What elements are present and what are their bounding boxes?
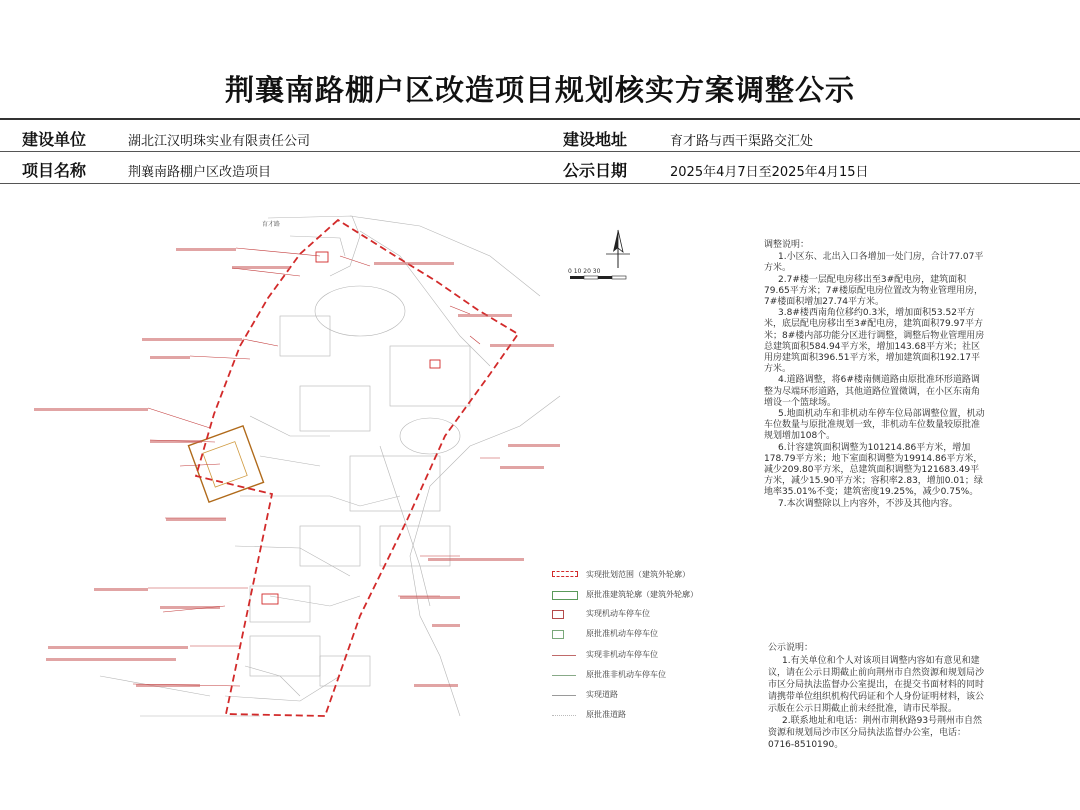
legend-label-7: 实现道路 [586,690,618,699]
note-item-3: 3.8#楼西南角位移约0.3米，增加面积53.52平方米，底层配电房移出至3#配电房，建筑面积79.97平方米；8#楼内部功能分区进行调整，调整后物业管理用房总建筑面积584.94平方米，增加143.68平方米；社区用房建筑面积396.51平方米，增加建筑面积192.17平方米。 [764,308,985,375]
note-item-1: 1.小区东、北出入口各增加一处门房，合计77.07平方米。 [764,252,984,274]
address-value: 育才路与西干渠路交汇处 [670,134,814,149]
public-notice [768,642,986,751]
notice-heading: 公示说明： [768,643,814,653]
notice-item-2: 2.联系地址和电话：荆州市荆秋路93号荆州市自然资源和规划局沙市区分局执法监督办公室，电话：0716-8510190。 [768,716,983,750]
legend-swatch-road [552,695,576,696]
north-arrow [606,230,630,268]
road-label: 育才路 [262,221,281,228]
legend-swatch-car-parking [552,610,564,619]
divider-bottom [0,183,1080,184]
legend-label-3: 实现机动车停车位 [586,609,650,618]
divider-top [0,118,1080,120]
legend-swatch-approved-bike-parking [552,675,576,676]
divider-middle [0,151,1080,152]
legend-label-2: 原批准建筑轮廓（建筑外轮廓） [586,590,698,599]
note-item-6: 6.计容建筑面积调整为101214.86平方米，增加178.79平方米；地下室面积调整为19914.86平方米，减少209.80平方米，总建筑面积调整为121683.49平方米，减少15.90平方米；容积率2.83，增加0.01；绿地率35.01%不变；建筑密度19.25%，减少0.75%。 [764,442,983,498]
unit-label: 建设单位 [22,130,87,149]
notice-item-1: 1.有关单位和个人对该项目调整内容如有意见和建议，请在公示日期截止前向荆州市自然资源和规划局沙市区分局执法监督办公室提出，在提交书面材料的同时请携带单位组织机构代码证和个人身份证明材料，该公示版在公示日期截止前未经批准，请市民举报。 [768,656,985,714]
legend-label-8: 原批准道路 [586,710,626,719]
date-label: 公示日期 [563,161,628,180]
project-label: 项目名称 [22,161,87,180]
notes-heading: 调整说明： [764,240,810,250]
legend-label-6: 原批准非机动车停车位 [586,670,666,679]
legend-label-5: 实现非机动车停车位 [586,650,658,659]
annotation-marks [0,196,560,716]
legend-swatch-bike-parking [552,655,576,656]
legend-swatch-approved-road [552,715,576,716]
page-title: 荆襄南路棚户区改造项目规划核实方案调整公示 [224,73,855,107]
date-value: 2025年4月7日至2025年4月15日 [670,165,869,180]
legend-swatch-boundary [552,571,578,577]
legend-label-4: 原批准机动车停车位 [586,629,658,638]
note-item-7: 7.本次调整除以上内容外，不涉及其他内容。 [778,498,958,509]
legend-swatch-approved-outline [552,591,578,600]
adjustment-notes [764,240,986,510]
note-item-2: 2.7#楼一层配电房移出至3#配电房，建筑面积79.65平方米；7#楼原配电房位置改为物业管理用房，7#楼面积增加27.74平方米。 [764,274,984,308]
legend-swatch-approved-car-parking [552,630,564,639]
scale-bar-label: 0 10 20 30 [568,268,601,275]
note-item-4: 4.道路调整，将6#楼南侧道路由原批准环形道路调整为尽端环形道路，其他道路位置微调，在小区东南角增设一个篮球场。 [764,375,981,408]
legend-label-1: 实现批划范围（建筑外轮廓） [586,570,690,579]
note-item-5: 5.地面机动车和非机动车停车位局部调整位置，机动车位数量与原批准规划一致，非机动车位数量较原批准规划增加108个。 [764,409,985,442]
scale-bar [568,268,626,279]
unit-value: 湖北江汉明珠实业有限责任公司 [128,134,311,149]
project-value: 荆襄南路棚户区改造项目 [128,165,272,180]
address-label: 建设地址 [563,130,628,149]
